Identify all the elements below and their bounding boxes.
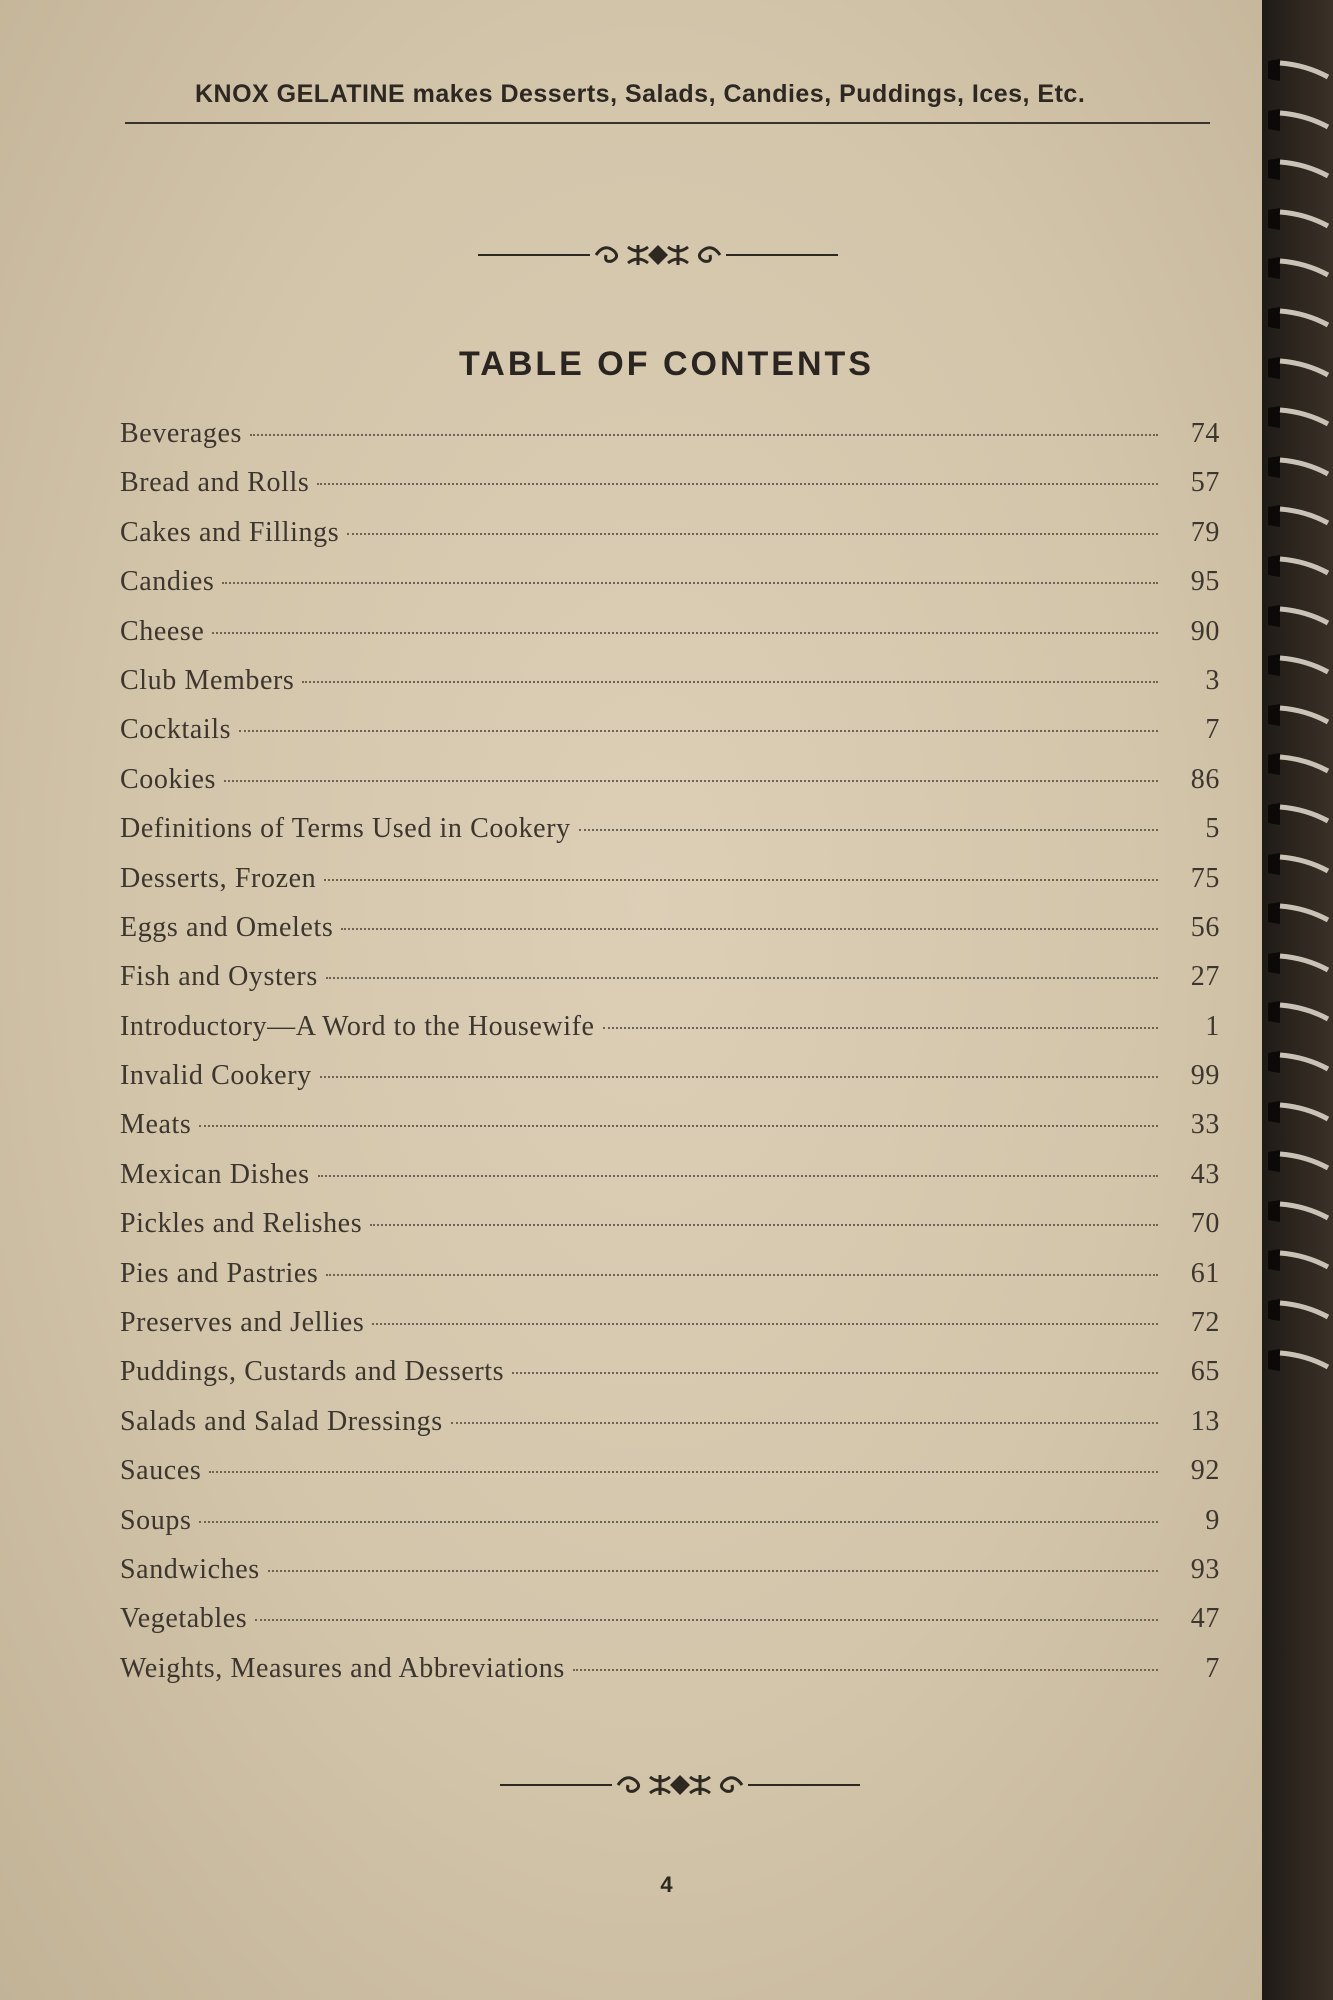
spiral-coil-icon [1266,1345,1330,1375]
toc-entry [120,517,1220,566]
dot-leader [239,730,1158,732]
toc-entry-page: 3 [1205,664,1220,696]
spiral-coil-icon [1266,1047,1330,1077]
spiral-coil-icon [1266,1295,1330,1325]
toc-entry-page: 95 [1190,566,1220,598]
spiral-coil-icon [1266,452,1330,482]
toc-entry-page: 5 [1205,813,1220,845]
toc-entry [120,1455,1220,1504]
toc-entry-label: Pies and Pastries [120,1257,319,1289]
toc-entry-page: 9 [1205,1504,1220,1536]
dot-leader [250,434,1158,436]
dot-leader [573,1669,1158,1671]
toc-entry-label: Definitions of Terms Used in Cookery [120,813,571,845]
toc-entry-page: 13 [1190,1405,1220,1437]
toc-entry-label: Club Members [120,664,295,696]
toc-entry [120,961,1220,1010]
dot-leader [224,780,1158,782]
spiral-coil-icon [1266,253,1330,283]
dot-leader [347,533,1158,535]
dot-leader [341,928,1158,930]
dot-leader [317,483,1158,485]
toc-entry-label: Cheese [120,615,205,647]
toc-entry-page: 79 [1190,516,1220,548]
toc-entry-page: 70 [1190,1208,1220,1240]
dot-leader [372,1323,1158,1325]
toc-entry-page: 65 [1190,1356,1220,1388]
dot-leader [579,829,1158,831]
dot-leader [320,1076,1158,1078]
dot-leader [209,1471,1158,1473]
toc-entry-label: Meats [120,1109,192,1141]
dot-leader [199,1521,1158,1523]
spiral-coil-icon [1266,105,1330,135]
dot-leader [199,1125,1158,1127]
spiral-coil-icon [1266,1146,1330,1176]
page-title: TABLE OF CONTENTS [459,345,874,383]
toc-entry-label: Eggs and Omelets [120,911,334,943]
toc-entry-label: Puddings, Custards and Desserts [120,1356,505,1388]
spiral-coil-icon [1266,551,1330,581]
spiral-coil-icon [1266,402,1330,432]
toc-entry-label: Soups [120,1504,192,1536]
spiral-coil-icon [1266,1245,1330,1275]
toc-entry-page: 61 [1190,1257,1220,1289]
toc-entry-page: 47 [1190,1603,1220,1635]
toc-entry-page: 43 [1190,1158,1220,1190]
spiral-coil-icon [1266,1097,1330,1127]
toc-entry-page: 86 [1190,763,1220,795]
toc-entry-label: Desserts, Frozen [120,862,317,894]
toc-entry-page: 33 [1190,1109,1220,1141]
dot-leader [603,1027,1158,1029]
toc-entry-page: 1 [1205,1010,1220,1042]
toc-entry-page: 7 [1205,1652,1220,1684]
dot-leader [268,1570,1158,1572]
dot-leader [212,632,1158,634]
toc-entry [120,1109,1220,1158]
toc-entry-label: Cookies [120,763,216,795]
toc-entry-label: Cakes and Fillings [120,516,340,548]
toc-entry [120,1307,1220,1356]
toc-entry [120,418,1220,467]
toc-entry [120,665,1220,714]
toc-entry [120,1356,1220,1405]
dot-leader [222,582,1158,584]
toc-entry-label: Cocktails [120,714,232,746]
toc-entry [120,1406,1220,1455]
toc-entry [120,1505,1220,1554]
spiral-coil-icon [1266,601,1330,631]
spiral-coil-icon [1266,799,1330,829]
spiral-coil-icon [1266,303,1330,333]
toc-entry-label: Sandwiches [120,1553,260,1585]
spiral-coil-icon [1266,650,1330,680]
spiral-coil-icon [1266,997,1330,1027]
dot-leader [324,879,1158,881]
dot-leader [370,1224,1158,1226]
toc-entry-page: 57 [1190,467,1220,499]
toc-entry-page: 99 [1190,1060,1220,1092]
toc-entry-label: Candies [120,566,215,598]
toc-entry-label: Mexican Dishes [120,1158,310,1190]
toc-entry-label: Weights, Measures and Abbreviations [120,1652,565,1684]
fleuron-ornament-icon [478,235,838,275]
toc-entry-label: Preserves and Jellies [120,1307,365,1339]
toc-entry [120,1603,1220,1652]
spiral-coil-icon [1266,1196,1330,1226]
toc-entry [120,764,1220,813]
dot-leader [451,1422,1158,1424]
dot-leader [326,1274,1158,1276]
spiral-coil-icon [1266,749,1330,779]
toc-entry-page: 93 [1190,1553,1220,1585]
spiral-coil-icon [1266,948,1330,978]
toc-entry [120,1011,1220,1060]
toc-entry-page: 72 [1190,1307,1220,1339]
toc-entry-page: 92 [1190,1455,1220,1487]
toc-entry [120,863,1220,912]
toc-entry [120,813,1220,862]
toc-entry-label: Sauces [120,1455,202,1487]
toc-entry [120,1653,1220,1702]
toc-entry-label: Salads and Salad Dressings [120,1405,443,1437]
dot-leader [255,1619,1158,1621]
spiral-coil-icon [1266,204,1330,234]
toc-entry-label: Bread and Rolls [120,467,310,499]
toc-entry [120,1258,1220,1307]
toc-entry-label: Pickles and Relishes [120,1208,363,1240]
toc-entry [120,714,1220,763]
toc-entry-page: 56 [1190,911,1220,943]
spiral-binding [1262,0,1333,2000]
toc-entry [120,467,1220,516]
toc-entry [120,616,1220,665]
toc-entry [120,1208,1220,1257]
toc-entry-label: Introductory—A Word to the Housewife [120,1010,595,1042]
spiral-coil-icon [1266,700,1330,730]
page-number: 4 [660,1872,673,1897]
toc-entry [120,1554,1220,1603]
toc-entry [120,1060,1220,1109]
page-header: KNOX GELATINE makes Desserts, Salads, Candies, Puddings, Ices, Etc. [195,80,1086,108]
dot-leader [302,681,1158,683]
dot-leader [512,1372,1158,1374]
toc-entry [120,912,1220,961]
spiral-coil-icon [1266,898,1330,928]
toc-entry-label: Beverages [120,418,243,449]
spiral-coil-icon [1266,154,1330,184]
header-rule [125,122,1210,124]
toc-entry-label: Invalid Cookery [120,1060,312,1092]
fleuron-ornament-icon [500,1765,860,1805]
dot-leader [326,977,1158,979]
toc-entry-page: 90 [1190,615,1220,647]
toc-entry [120,1159,1220,1208]
toc-entry-label: Vegetables [120,1603,248,1635]
toc-entry-page: 74 [1190,418,1220,449]
spiral-coil-icon [1266,849,1330,879]
toc-entry-page: 27 [1190,961,1220,993]
spiral-coil-icon [1266,353,1330,383]
toc-entry-page: 7 [1205,714,1220,746]
toc-entry-page: 75 [1190,862,1220,894]
spiral-coil-icon [1266,55,1330,85]
toc-entry [120,566,1220,615]
spiral-coil-icon [1266,501,1330,531]
table-of-contents [120,418,1220,1702]
toc-entry-label: Fish and Oysters [120,961,318,993]
dot-leader [318,1175,1158,1177]
